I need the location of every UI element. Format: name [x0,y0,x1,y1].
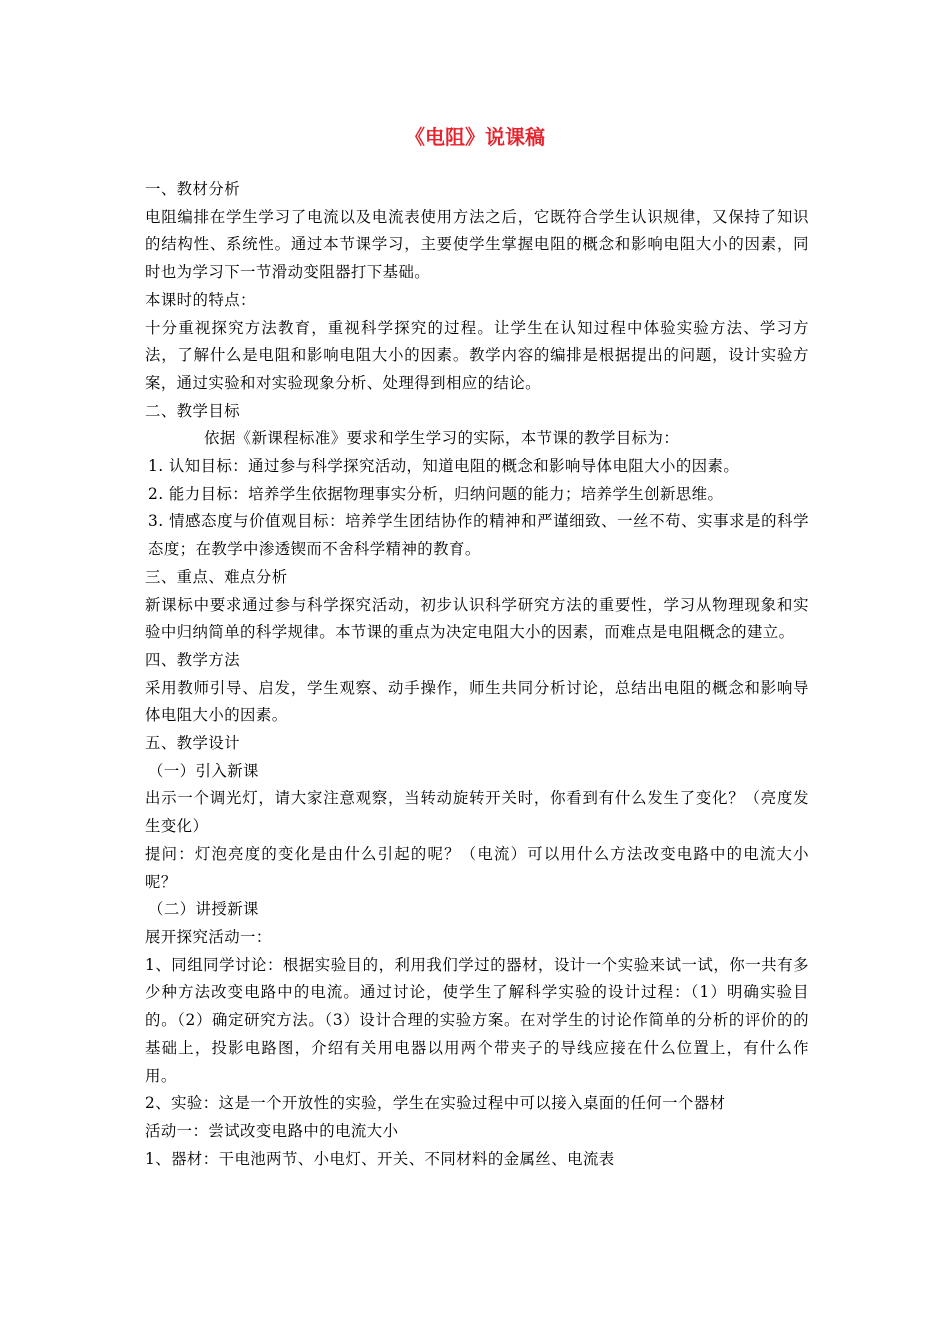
section-heading-teaching-goals: 二、教学目标 [145,401,241,420]
paragraph-activity-one-label: 展开探究活动一： [145,927,272,946]
paragraph-lesson-features: 十分重视探究方法教育，重视科学探究的过程。让学生在认知过程中体验实验方法、学习方法，了解什么是电阻和影响电阻大小的因素。教学内容的编排是根据提出的问题，设计实验方案，通过实验和对实验现象分析、处理得到相应的结论。 [145,318,809,392]
document-title: 《电阻》说课稿 [405,125,545,149]
paragraph-activity-one-title: 活动一：尝试改变电路中的电流大小 [145,1121,399,1140]
paragraph-experiment: 2、实验：这是一个开放性的实验，学生在实验过程中可以接入桌面的任何一个器材 [145,1094,726,1113]
goal-item-cognitive: 1. 认知目标：通过参与科学探究活动，知道电阻的概念和影响导体电阻大小的因素。 [148,457,740,476]
paragraph-key-points: 新课标中要求通过参与科学探究活动，初步认识科学研究方法的重要性，学习从物理现象和实验中归纳简单的科学规律。本节课的重点为决定电阻大小的因素，而难点是电阻概念的建立。 [145,595,809,642]
paragraph-dimmer-lamp: 出示一个调光灯，请大家注意观察，当转动旋转开关时，你看到有什么发生了变化？（亮度发生变化） [145,789,809,836]
section-heading-textbook-analysis: 一、教材分析 [145,180,241,198]
paragraph-group-discussion: 1、同组同学讨论：根据实验目的，利用我们学过的器材，设计一个实验来试一试，你一共有多少种方法改变电路中的电流。通过讨论，使学生了解科学实验的设计过程：（1）明确实验目的。（2）确定研究方法。（3）设计合理的实验方案。在对学生的讨论作简单的分析的评价的的基础上，投影电路图，介绍有关用电器以用两个带夹子的导线应接在什么位置上，有什么作用。 [145,955,809,1085]
document-body [145,176,809,1173]
section-heading-teaching-method: 四、教学方法 [145,650,241,669]
goal-item-attitude: 3. 情感态度与价值观目标：培养学生团结协作的精神和严谨细致、一丝不苟、实事求是的科学态度；在教学中渗透锲而不舍科学精神的教育。 [148,512,809,559]
paragraph-equipment: 1、器材：干电池两节、小电灯、开关、不同材料的金属丝、电流表 [145,1149,615,1168]
paragraph-textbook-analysis: 电阻编排在学生学习了电流以及电流表使用方法之后，它既符合学生认识规律，又保持了知识的结构性、系统性。通过本节课学习，主要使学生掌握电阻的概念和影响电阻大小的因素，同时也为学习下一节滑动变阻器打下基础。 [145,207,809,282]
section-heading-teaching-design: 五、教学设计 [145,734,241,753]
paragraph-goals-intro: 依据《新课程标准》要求和学生学习的实际，本节课的教学目标为： [204,429,680,448]
paragraph-teaching-method: 采用教师引导、启发，学生观察、动手操作，师生共同分析讨论，总结出电阻的概念和影响导体电阻大小的因素。 [145,678,809,725]
goal-item-ability: 2. 能力目标：培养学生依据物理事实分析，归纳问题的能力；培养学生创新思维。 [148,484,724,503]
subheading-introduction: （一）引入新课 [148,761,259,780]
paragraph-question: 提问：灯泡亮度的变化是由什么引起的呢？（电流）可以用什么方法改变电路中的电流大小呢？ [145,844,809,891]
paragraph-lesson-features-label: 本课时的特点： [145,290,256,309]
subheading-new-lesson: （二）讲授新课 [148,900,259,919]
section-heading-key-points: 三、重点、难点分析 [145,567,288,586]
